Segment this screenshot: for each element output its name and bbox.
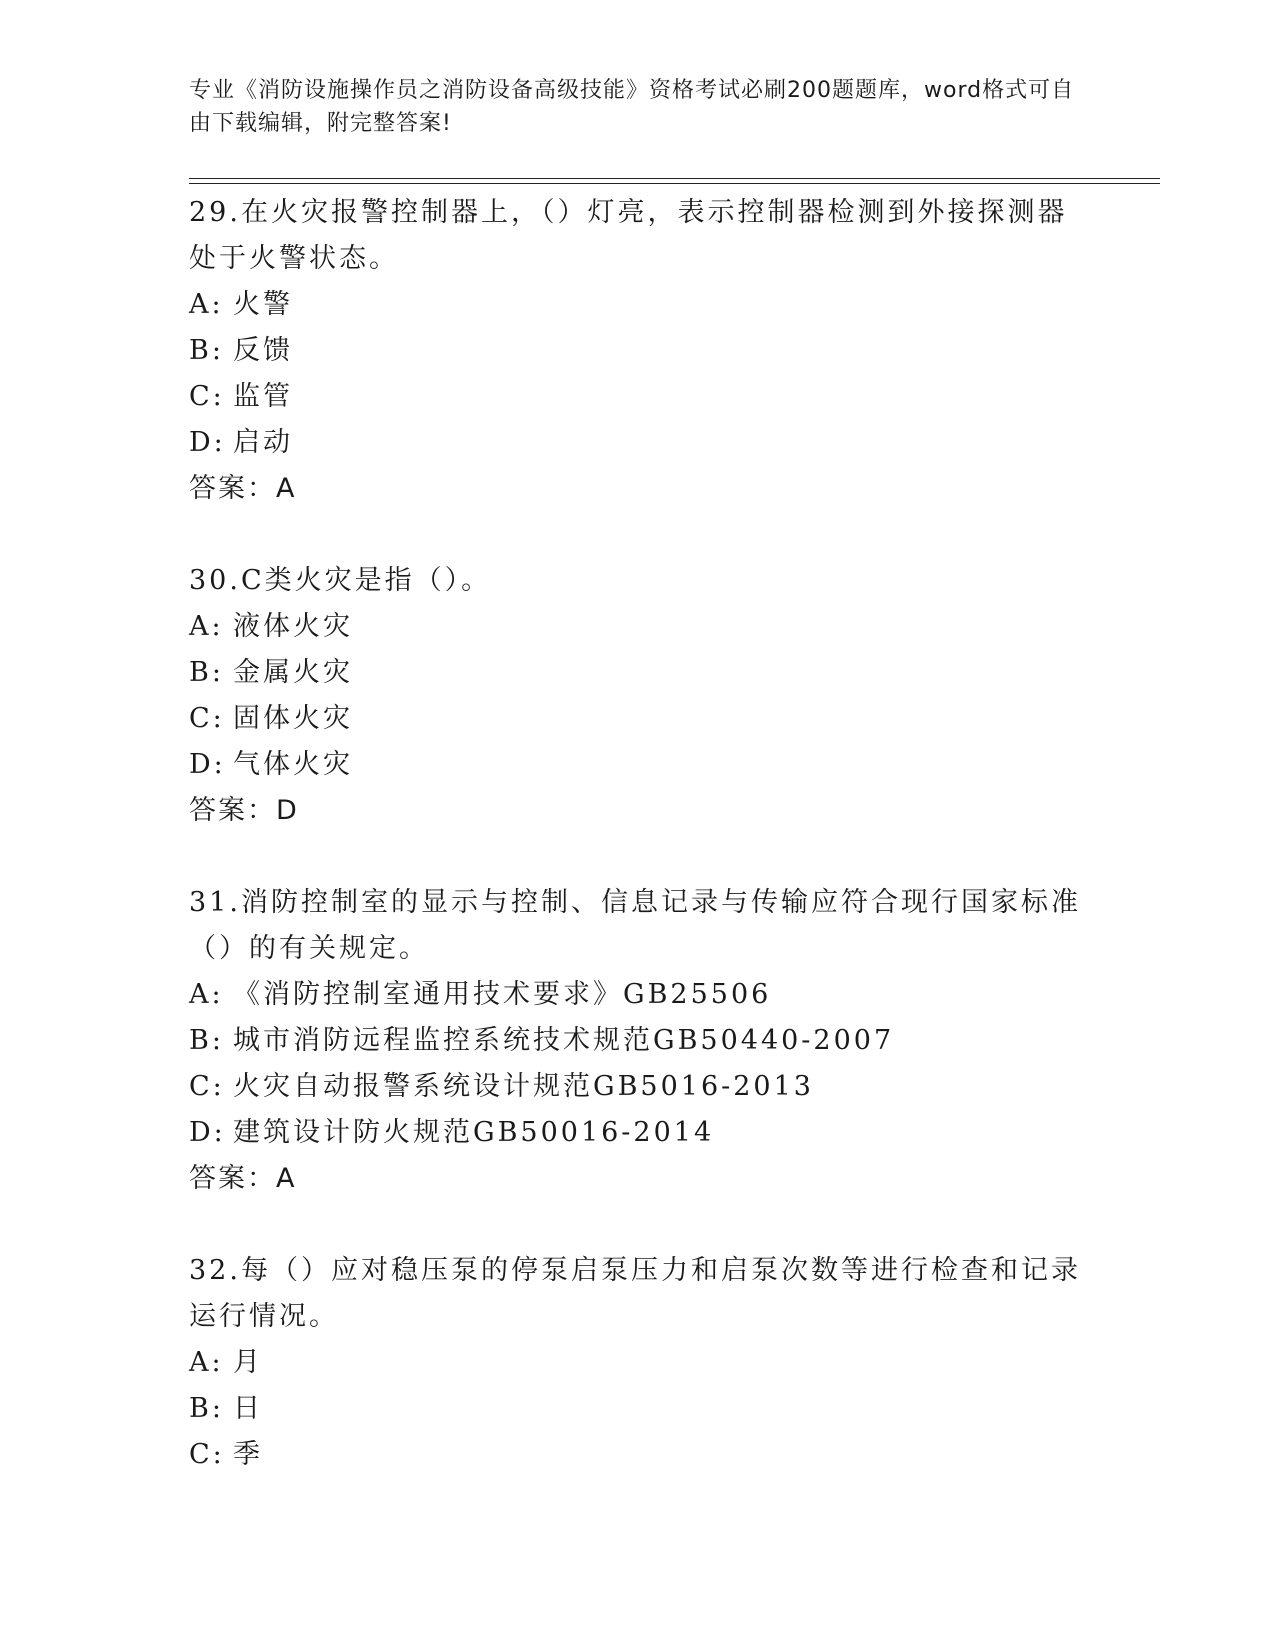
option-key: A: [189,611,224,642]
option-key: D: [189,427,226,458]
option-text: 季 [233,1439,263,1470]
option-text: 城市消防远程监控系统技术规范GB50440-2007 [233,1025,895,1056]
header-divider-bottom [189,183,1160,184]
option-a [189,972,1089,1018]
option-text: 监管 [233,381,293,412]
option-text: 液体火灾 [233,611,353,642]
option-text: 建筑设计防火规范GB50016-2014 [233,1117,715,1148]
option-key: B: [189,1025,224,1056]
option-key: C: [189,381,225,412]
option-b [189,650,1089,696]
option-a [189,604,1089,650]
option-c [189,1064,1089,1110]
option-key: B: [189,1393,224,1424]
option-key: D: [189,749,226,780]
option-text: 《消防控制室通用技术要求》GB25506 [233,979,772,1010]
option-text: 金属火灾 [233,657,353,688]
option-key: D: [189,1117,226,1148]
header-divider-top [189,178,1160,179]
option-text: 反馈 [233,335,293,366]
option-text: 日 [233,1393,263,1424]
option-key: B: [189,657,224,688]
option-c [189,696,1089,742]
option-text: 气体火灾 [233,749,353,780]
question-30 [189,558,1089,834]
option-text: 火警 [233,289,293,320]
option-a [189,282,1089,328]
option-c [189,374,1089,420]
option-text: 月 [233,1347,263,1378]
question-stem: 32.每（）应对稳压泵的停泵启泵压力和启泵次数等进行检查和记录运行情况。 [189,1255,1081,1332]
option-c [189,1432,1089,1478]
question-stem: 31.消防控制室的显示与控制、信息记录与传输应符合现行国家标准（）的有关规定。 [189,887,1081,964]
option-d [189,420,1089,466]
option-text: 启动 [233,427,293,458]
question-32 [189,1248,1089,1478]
question-stem: 29.在火灾报警控制器上，（）灯亮，表示控制器检测到外接探测器处于火警状态。 [189,197,1068,274]
option-b [189,328,1089,374]
option-key: B: [189,335,224,366]
option-b [189,1386,1089,1432]
question-stem: 30.C类火灾是指（）。 [189,565,492,596]
question-29 [189,190,1089,512]
option-d [189,742,1089,788]
option-key: A: [189,1347,224,1378]
option-key: A: [189,979,224,1010]
option-b [189,1018,1089,1064]
document-header: 专业《消防设施操作员之消防设备高级技能》资格考试必刷200题题库，word格式可自由下载编辑，附完整答案! [189,78,1075,136]
option-d [189,1110,1089,1156]
option-key: C: [189,1071,225,1102]
question-31 [189,880,1089,1202]
option-key: C: [189,1439,225,1470]
question-list [189,190,1089,1524]
option-text: 固体火灾 [233,703,353,734]
option-a [189,1340,1089,1386]
option-key: A: [189,289,224,320]
answer-line: 答案：D [189,795,299,826]
answer-line: 答案：A [189,473,297,504]
option-text: 火灾自动报警系统设计规范GB5016-2013 [233,1071,814,1102]
answer-line: 答案：A [189,1163,297,1194]
option-key: C: [189,703,225,734]
